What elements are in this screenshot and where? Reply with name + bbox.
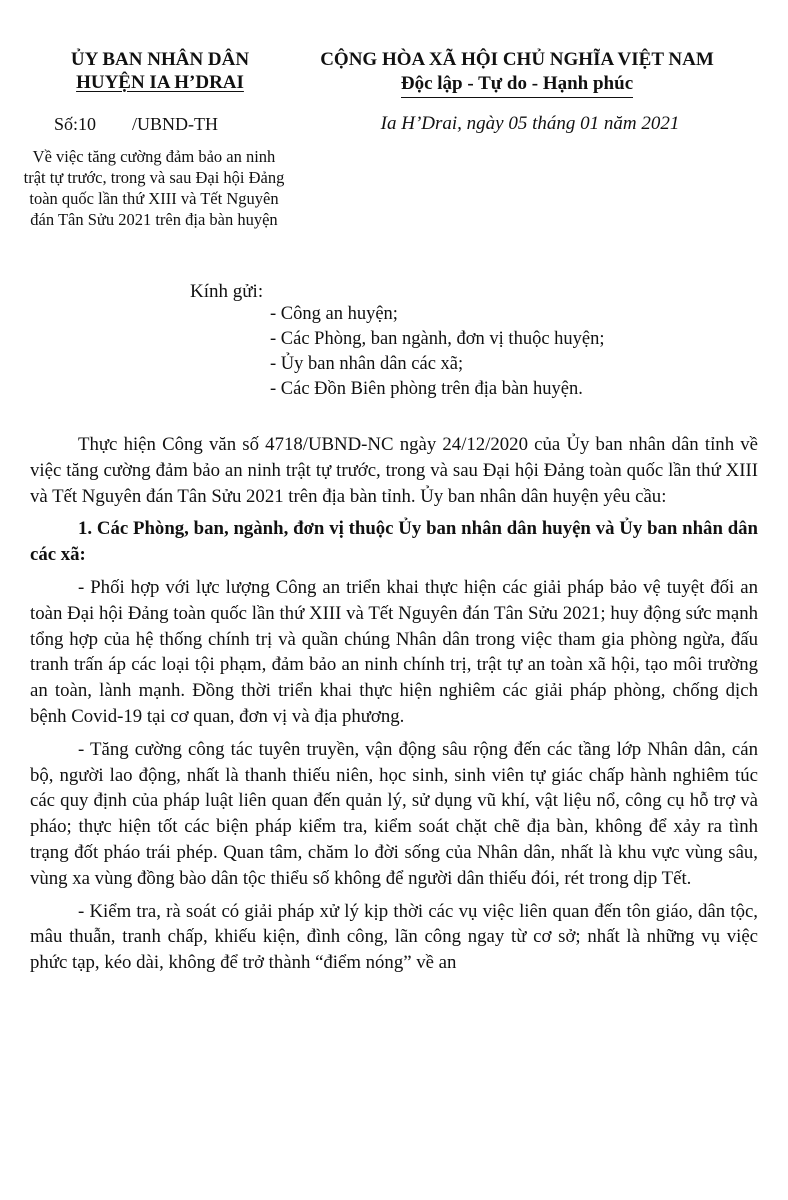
nation-motto-row: [282, 72, 752, 98]
document-number-suffix: /UBND-TH: [132, 114, 219, 134]
body-paragraph: - Tăng cường công tác tuyên truyền, vận động sâu rộng đến các tầng lớp Nhân dân, cán bộ, người lao động, nhất là thanh thiếu niên, học sinh, sinh viên tự giác chấp hành nghiêm túc các quy định của pháp luật liên quan đến quản lý, sử dụng vũ khí, vật liệu nổ, công cụ hỗ trợ và pháo; thực hiện tốt các biện pháp kiểm tra, kiểm soát chặt chẽ địa bàn, không để xảy ra tình trạng đốt pháo trái phép. Quan tâm, chăm lo đời sống của Nhân dân, nhất là khu vực vùng sâu, vùng xa vùng đồng bào dân tộc thiểu số không để người dân thiếu đói, rét trong dịp Tết.: [30, 738, 758, 889]
org-name-line2: HUYỆN IA H’DRAI: [76, 72, 244, 93]
nation-name: CỘNG HÒA XÃ HỘI CHỦ NGHĨA VIỆT NAM: [320, 49, 714, 70]
addressee-label: Kính gửi:: [190, 281, 264, 302]
document-number: [54, 112, 218, 136]
recipient-item: - Ủy ban nhân dân các xã;: [270, 354, 464, 374]
recipient-list: [270, 302, 605, 402]
document-date: Ia H’Drai, ngày 05 tháng 01 năm 2021: [380, 113, 680, 134]
recipient-item: - Công an huyện;: [270, 304, 398, 324]
recipient-item: - Các Phòng, ban ngành, đơn vị thuộc huyện;: [270, 329, 605, 349]
issuing-organization: [40, 48, 280, 94]
body-paragraph: - Phối hợp với lực lượng Công an triển khai thực hiện các giải pháp bảo vệ tuyệt đối an toàn Đại hội Đảng toàn quốc lần thứ XIII và Tết Nguyên đán Tân Sửu 2021; huy động sức mạnh tổng hợp của hệ thống chính trị và quần chúng Nhân dân trong việc tham gia phòng ngừa, đấu tranh trấn áp các loại tội phạm, đảm bảo an ninh chính trị, trật tự an toàn xã hội, tạo môi trường an toàn, lành mạnh. Đồng thời triển khai thực hiện nghiêm các giải pháp phòng, chống dịch bệnh Covid-19 tại cơ quan, đơn vị và địa phương.: [30, 576, 758, 727]
nation-motto: Độc lập - Tự do - Hạnh phúc: [401, 72, 633, 98]
document-body: [30, 432, 758, 983]
intro-paragraph: Thực hiện Công văn số 4718/UBND-NC ngày 24/12/2020 của Ủy ban nhân dân tỉnh về việc tăng cường đảm bảo an ninh trật tự trước, trong và sau Đại hội Đảng toàn quốc lần thứ XIII và Tết Nguyên đán Tân Sửu 2021 trên địa bàn tỉnh. Ủy ban nhân dân huyện yêu cầu:: [30, 434, 758, 507]
recipient-item: - Các Đồn Biên phòng trên địa bàn huyện.: [270, 379, 583, 399]
body-paragraph: - Kiểm tra, rà soát có giải pháp xử lý kịp thời các vụ việc liên quan đến tôn giáo, dân tộc, mâu thuẫn, tranh chấp, khiếu kiện, đình công, lãn công ngay từ cơ sở; nhất là những vụ việc phức tạp, kéo dài, không để trở thành “điểm nóng” về an: [30, 900, 758, 974]
document-number-prefix: Số:10: [54, 114, 97, 134]
document-subject: Về việc tăng cường đảm bảo an ninh trật tự trước, trong và sau Đại hội Đảng toàn quốc lần thứ XIII và Tết Nguyên đán Tân Sửu 2021 trên địa bàn huyện: [23, 147, 285, 229]
section-1-heading: 1. Các Phòng, ban, ngành, đơn vị thuộc Ủy ban nhân dân huyện và Ủy ban nhân dân các xã:: [30, 518, 758, 566]
national-header: [282, 48, 752, 98]
org-name-line1: ỦY BAN NHÂN DÂN: [70, 49, 250, 70]
